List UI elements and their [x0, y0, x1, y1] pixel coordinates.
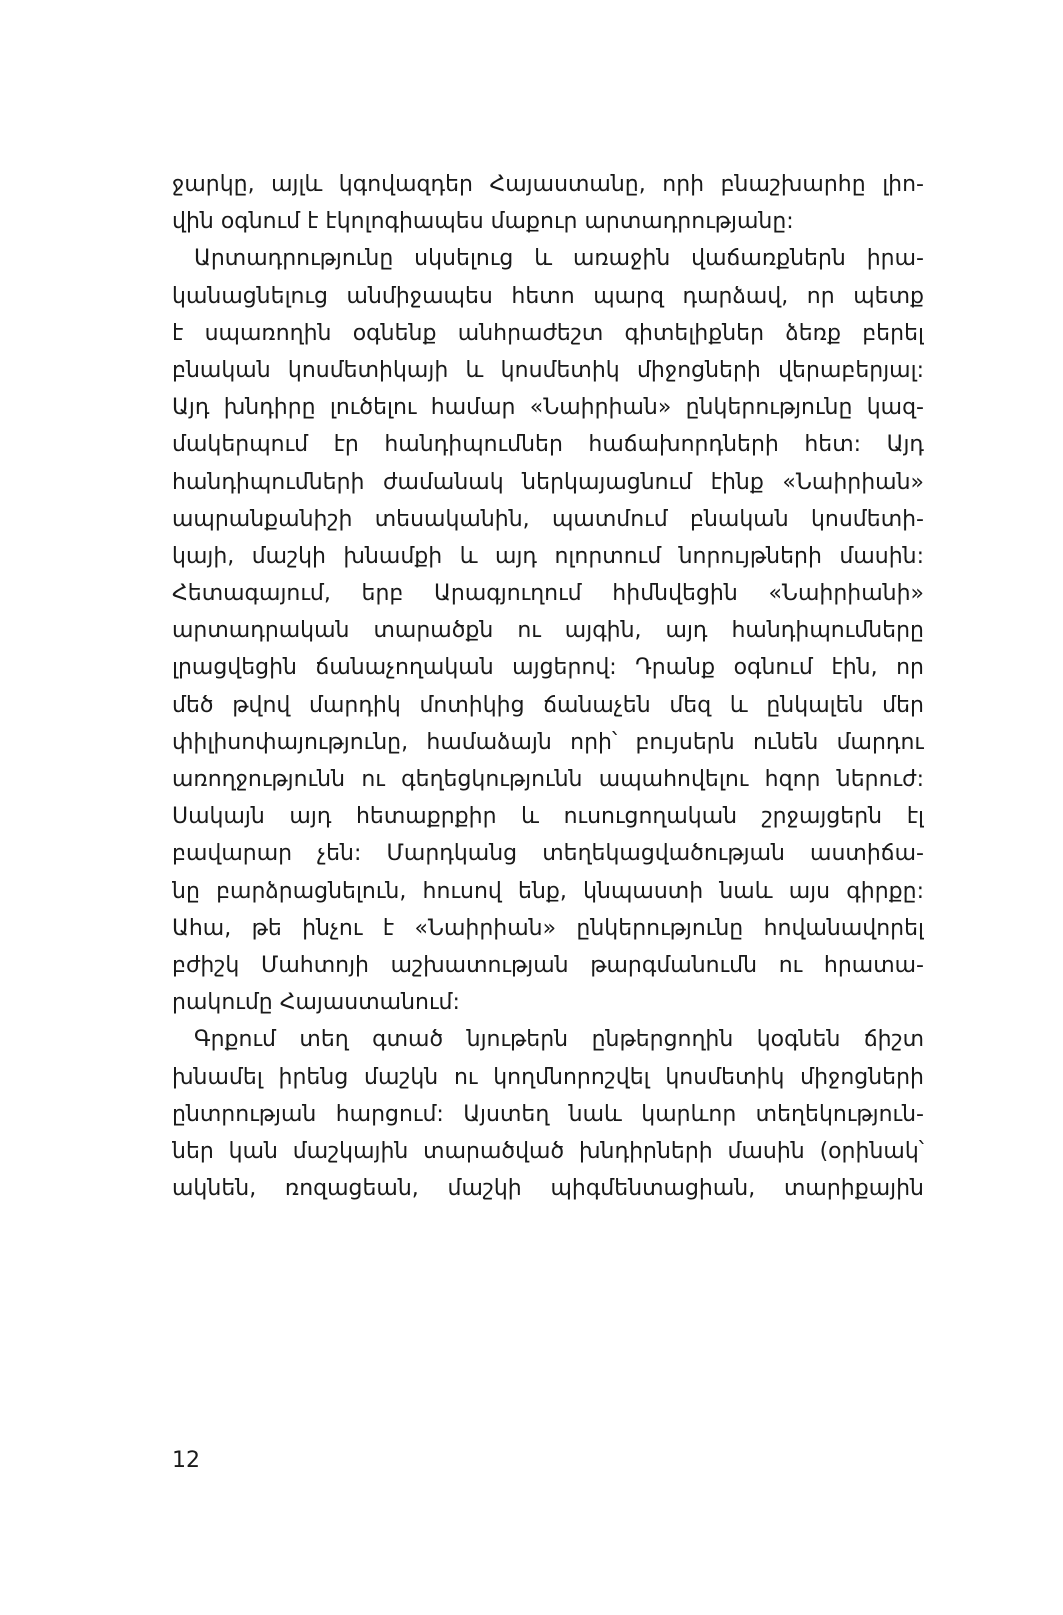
text-line: ջարկը, այլև կգովազդեր Հայաստանը, որի բնաշխարհը լիո-	[172, 172, 924, 197]
text-line: մակերպում էր հանդիպումներ հաճախորդների հետ: Այդ	[172, 432, 924, 458]
text-line: ներ կան մաշկային տարածված խնդիրների մասին (օրինակ՝	[172, 1138, 924, 1164]
text-line: Այդ խնդիրը լուծելու համար «Նաիրիան» ընկերությունը կազ-	[172, 395, 924, 421]
text-line: կանացնելուց անմիջապես հետո պարզ դարձավ, որ պետք	[172, 283, 924, 309]
text-line: ապրանքանիշի տեսականին, պատմում բնական կոսմետի-	[172, 506, 924, 532]
text-line: րակումը Հայաստանում:	[172, 990, 460, 1016]
text-line: ընտրության հարցում: Այստեղ նաև կարևոր տեղեկություն-	[172, 1101, 924, 1127]
text-line: մեծ թվով մարդիկ մոտիկից ճանաչեն մեզ և ընկալեն մեր	[172, 692, 924, 718]
text-line: է սպառողին օգնենք անհրաժեշտ գիտելիքներ ձեռք բերել	[172, 320, 924, 346]
text-line: ակնեն, ռոզացեան, մաշկի պիգմենտացիան, տարիքային	[172, 1176, 924, 1202]
text-line: փիլիսոփայությունը, համաձայն որի՝ բույսերն ունեն մարդու	[172, 729, 924, 755]
text-line: հանդիպումների ժամանակ ներկայացնում էինք «Նաիրիան»	[172, 469, 924, 495]
text-line: բժիշկ Մահտոյի աշխատության թարգմանումն ու հրատա-	[172, 952, 924, 978]
text-line: բավարար չեն: Մարդկանց տեղեկացվածության աստիճա-	[172, 841, 924, 867]
text-line: նը բարձրացնելուն, հուսով ենք, կնպաստի նաև այս գիրքը:	[172, 878, 924, 904]
text-line: Ահա, թե ինչու է «Նաիրիան» ընկերությունը հովանավորել	[172, 915, 924, 941]
text-line: կայի, մաշկի խնամքի և այդ ոլորտում նորույթների մասին:	[172, 543, 924, 569]
text-line: Սակայն այդ հետաքրքիր և ուսուցողական շրջայցերն էլ	[172, 804, 924, 830]
text-line: բնական կոսմետիկայի և կոսմետիկ միջոցների վերաբերյալ:	[172, 357, 924, 383]
text-line: խնամել իրենց մաշկն ու կողմնորոշվել կոսմետիկ միջոցների	[172, 1064, 924, 1090]
text-line: արտադրական տարածքն ու այգին, այդ հանդիպումները	[172, 618, 924, 644]
text-line: վին օգնում է էկոլոգիապես մաքուր արտադրությանը:	[172, 209, 794, 235]
page-number: 12	[172, 1448, 200, 1473]
body-text	[172, 166, 924, 1207]
text-line: լրացվեցին ճանաչողական այցերով: Դրանք օգնում էին, որ	[172, 655, 924, 681]
text-line: Հետագայում, երբ Արագյուղում հիմնվեցին «Նաիրիանի»	[172, 581, 924, 607]
paragraph-start-line: Արտադրությունը սկսելուց և առաջին վաճառքներն իրա-	[194, 246, 924, 272]
text-line: առողջությունն ու գեղեցկությունն ապահովելու հզոր ներուժ:	[172, 767, 924, 792]
paragraph-start-line: Գրքում տեղ գտած նյութերն ընթերցողին կօգնեն ճիշտ	[194, 1027, 924, 1053]
